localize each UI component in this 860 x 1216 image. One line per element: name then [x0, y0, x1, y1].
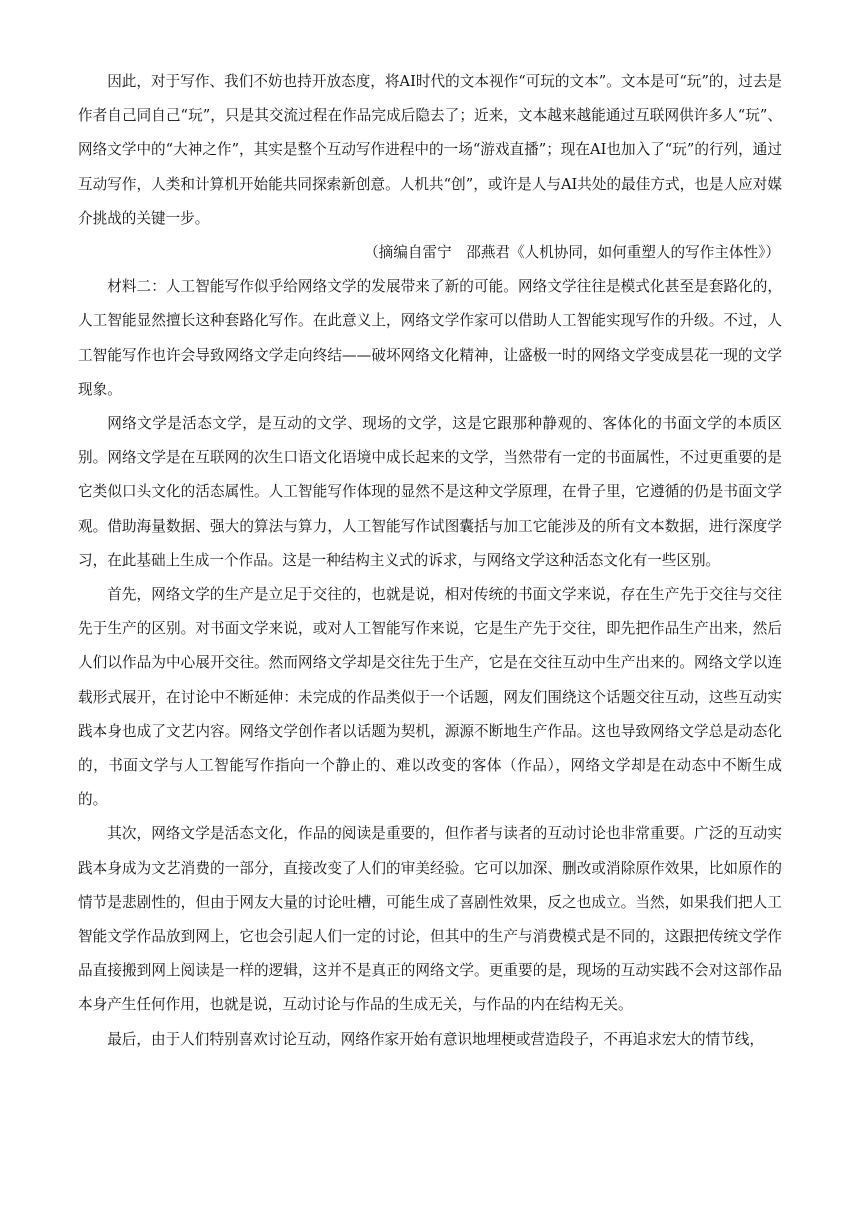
paragraph-last-point: 最后，由于人们特别喜欢讨论互动，网络作家开始有意识地埋梗或营造段子，不再追求宏大的情节线，: [107, 1030, 764, 1048]
paragraph-first-point: 首先，网络文学的生产是立足于交往的，也就是说，相对传统的书面文学来说，存在生产先于交往与交往先于生产的区别。对书面文学来说，或对人工智能写作来说，它是生产先于交往，即先把作品生产出来，然后人们以作品为中心展开交往。然而网络文学却是交往先于生产，它是在交往互动中生产出来的。网络文学以连载形式展开，在讨论中不断延伸：未完成的作品类似于一个话题，网友们围绕这个话题交往互动，这些互动实践本身也成了文艺内容。网络文学创作者以话题为契机，源源不断地生产作品。这也导致网络文学总是动态化的，书面文学与人工智能写作指向一个静止的、难以改变的客体（作品），网络文学却是在动态中不断生成的。: [78, 586, 782, 809]
paragraph-ai-playable-text: 因此，对于写作、我们不妨也持开放态度，将AI时代的文本视作“可玩的文本”。文本是可“玩”的，过去是作者自己同自己“玩”，只是其交流过程在作品完成后隐去了；近来，文本越来越能通过互联网供许多人“玩”、网络文学中的“大神之作”，其实是整个互动写作进程中的一场“游戏直播”；现在AI也加入了“玩”的行列，通过互动写作，人类和计算机开始能共同探索新创意。人机共“创”，或许是人与AI共处的最佳方式，也是人应对媒介挑战的关键一步。: [78, 73, 782, 227]
paragraph-second-point: 其次，网络文学是活态文化，作品的阅读是重要的，但作者与读者的互动讨论也非常重要。广泛的互动实践本身成为文艺消费的一部分，直接改变了人们的审美经验。它可以加深、删改或消除原作效果，比如原作的情节是悲剧性的，但由于网友大量的讨论吐槽，可能生成了喜剧性效果，反之也成立。当然，如果我们把人工智能文学作品放到网上，它也会引起人们一定的讨论，但其中的生产与消费模式是不同的，这跟把传统文学作品直接搬到网上阅读是一样的逻辑，这并不是真正的网络文学。更重要的是，现场的互动实践不会对这部作品本身产生任何作用，也就是说，互动讨论与作品的生成无关，与作品的内在结构无关。: [78, 825, 782, 1014]
document-body: [78, 65, 782, 1057]
source-citation: （摘编自雷宁 邵燕君《人机协同，如何重塑人的写作主体性》）: [364, 244, 780, 262]
paragraph-living-literature: 网络文学是活态文学，是互动的文学、现场的文学，这是它跟那种静观的、客体化的书面文学的本质区别。网络文学是在互联网的次生口语文化语境中成长起来的文学，当然带有一定的书面属性，不过更重要的是它类似口头文化的活态属性。人工智能写作体现的显然不是这种文学原理，在骨子里，它遵循的仍是书面文学观。借助海量数据、强大的算法与算力，人工智能写作试图囊括与加工它能涉及的所有文本数据，进行深度学习，在此基础上生成一个作品。这是一种结构主义式的诉求，与网络文学这种活态文化有一些区别。: [78, 415, 782, 569]
paragraph-material-two-intro: 材料二：人工智能写作似乎给网络文学的发展带来了新的可能。网络文学往往是模式化甚至是套路化的，人工智能显然擅长这种套路化写作。在此意义上，网络文学作家可以借助人工智能实现写作的升级。不过，人工智能写作也许会导致网络文学走向终结——破坏网络文化精神，让盛极一时的网络文学变成昙花一现的文学现象。: [78, 278, 782, 398]
